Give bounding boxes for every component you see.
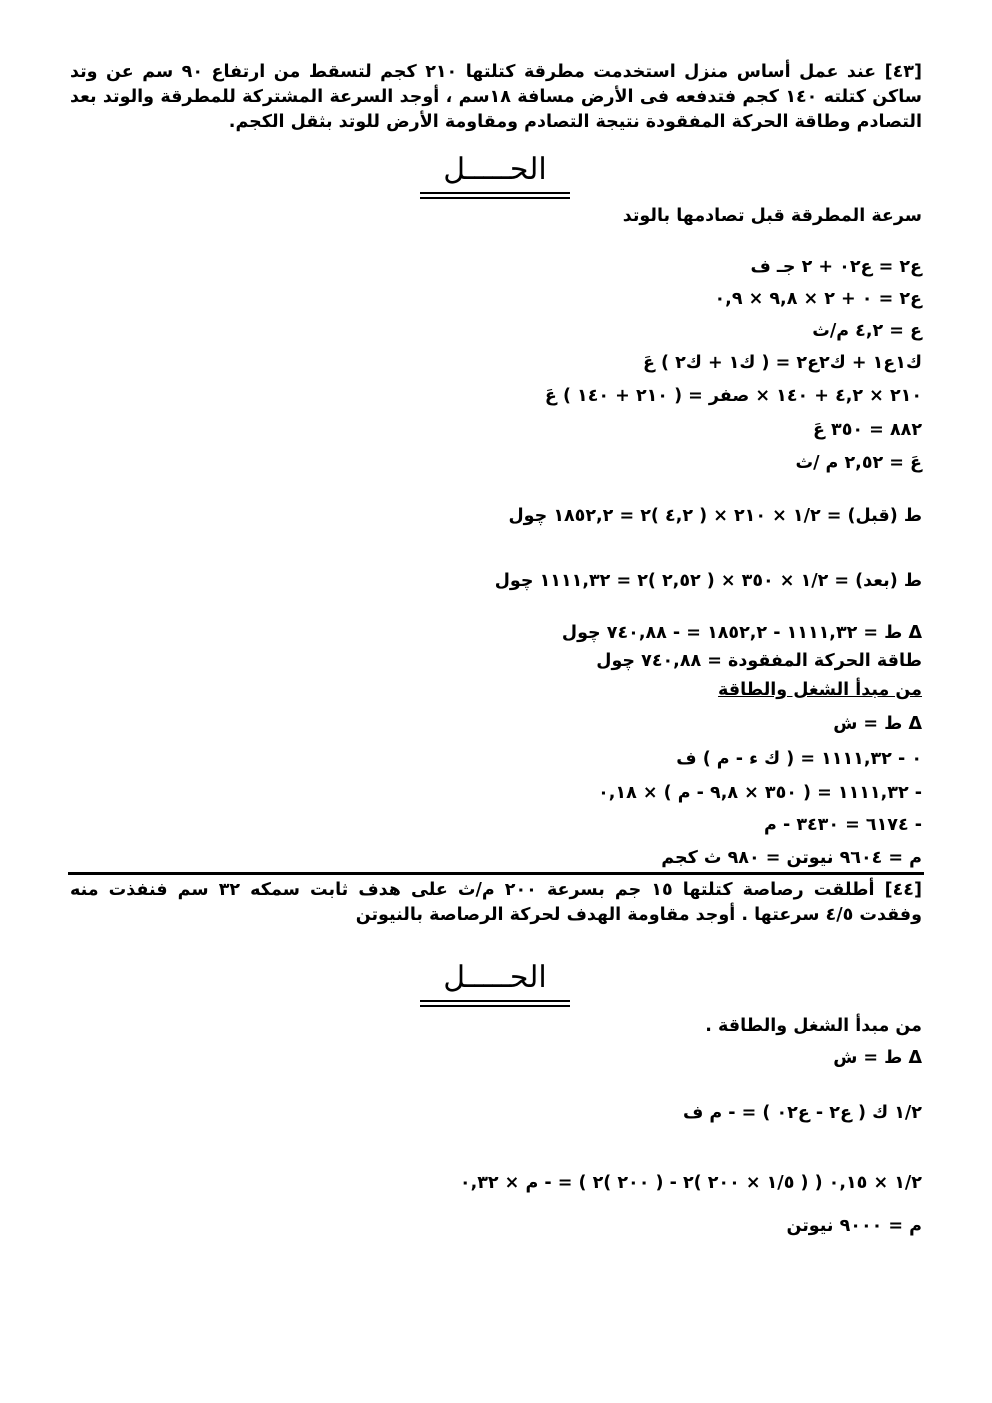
section-subheading: من مبدأ الشغل والطاقة (718, 680, 922, 700)
problem-43-statement: [٤٣] عند عمل أساس منزل استخدمت مطرقة كتلتها ٢١٠ كجم لتسقط من ارتفاع ٩٠ سم عن وتد ساكن كتلته ١٤٠ كجم فتدفعه فى الأرض مسافة ١٨سم ، أوجد السرعة المشتركة للمطرقة والوتد بعد التصادم وطاقة الحركة المفقودة نتيجة التصادم ومقاومة الأرض للوتد بثقل الكجم. (70, 62, 922, 132)
equation-line: ع٢ = ع٠٢ + ٢ جـ ف (750, 257, 922, 277)
equation-line: م = ٩٠٠٠ نيوتن (786, 1216, 922, 1236)
equation-line: - ٦١٧٤ = ٣٤٣٠ - م (764, 815, 922, 835)
solution-heading (420, 960, 570, 1002)
equation-line: ٨٨٢ = ٣٥٠ عَ (813, 420, 922, 440)
solution-heading-label: الحـــــل (443, 152, 547, 187)
equation-line: عَ = ٢,٥٢ م /ث (795, 453, 922, 473)
equation-line: ط (قبل) = ١/٢ × ٢١٠ × ( ٤,٢ )٢ = ١٨٥٢,٢ چول (508, 506, 922, 526)
equation-line: ط (بعد) = ١/٢ × ٣٥٠ × ( ٢,٥٢ )٢ = ١١١١,٣٢ چول (494, 571, 922, 591)
equation-line: Δ ط = ش (833, 1048, 922, 1068)
heading-underline (420, 1005, 570, 1007)
equation-line: ١/٢ × ٠,١٥ ( ( ١/٥ × ٢٠٠ )٢ - ( ٢٠٠ )٢ ) = - م × ٠,٣٢ (459, 1173, 922, 1193)
equation-line: ١/٢ ك ( ع٢ - ع٠٢ ) = - م ف (682, 1103, 922, 1123)
equation-line: ع٢ = ٠ + ٢ × ٩,٨ × ٠,٩ (714, 289, 922, 309)
equation-line: م = ٩٦٠٤ نيوتن = ٩٨٠ ث كجم (661, 848, 922, 868)
section-divider (68, 872, 924, 875)
equation-line: ٠ - ١١١١,٣٢ = ( ك ء - م ) ف (676, 749, 922, 769)
equation-line: Δ ط = ١١١١,٣٢ - ١٨٥٢,٢ = - ٧٤٠,٨٨ چول (561, 623, 922, 643)
solution-heading-label: الحـــــل (443, 960, 547, 995)
equation-line: ٢١٠ × ٤,٢ + ١٤٠ × صفر = ( ٢١٠ + ١٤٠ ) عَ (544, 386, 922, 406)
solution-heading (420, 152, 570, 194)
equation-line: ك١ع١ + ك٢ع٢ = ( ك١ + ك٢ ) عَ (642, 353, 922, 373)
equation-line: ع = ٤,٢ م/ث (812, 321, 922, 341)
equation-line: طاقة الحركة المفقودة = ٧٤٠,٨٨ چول (596, 651, 922, 671)
solution-line: سرعة المطرقة قبل تصادمها بالوتد (622, 206, 922, 226)
heading-underline (420, 1000, 570, 1002)
equation-line: - ١١١١,٣٢ = ( ٣٥٠ × ٩,٨ - م ) × ٠,١٨ (598, 783, 922, 803)
solution-line: من مبدأ الشغل والطاقة . (705, 1016, 922, 1036)
heading-underline (420, 197, 570, 199)
equation-line: Δ ط = ش (833, 714, 922, 734)
problem-44-statement: [٤٤] أطلقت رصاصة كتلتها ١٥ جم بسرعة ٢٠٠ م/ث على هدف ثابت سمكه ٣٢ سم فنفذت منه وفقدت ٤/٥ سرعتها . أوجد مقاومة الهدف لحركة الرصاصة بالنيوتن (70, 880, 922, 925)
heading-underline (420, 192, 570, 194)
